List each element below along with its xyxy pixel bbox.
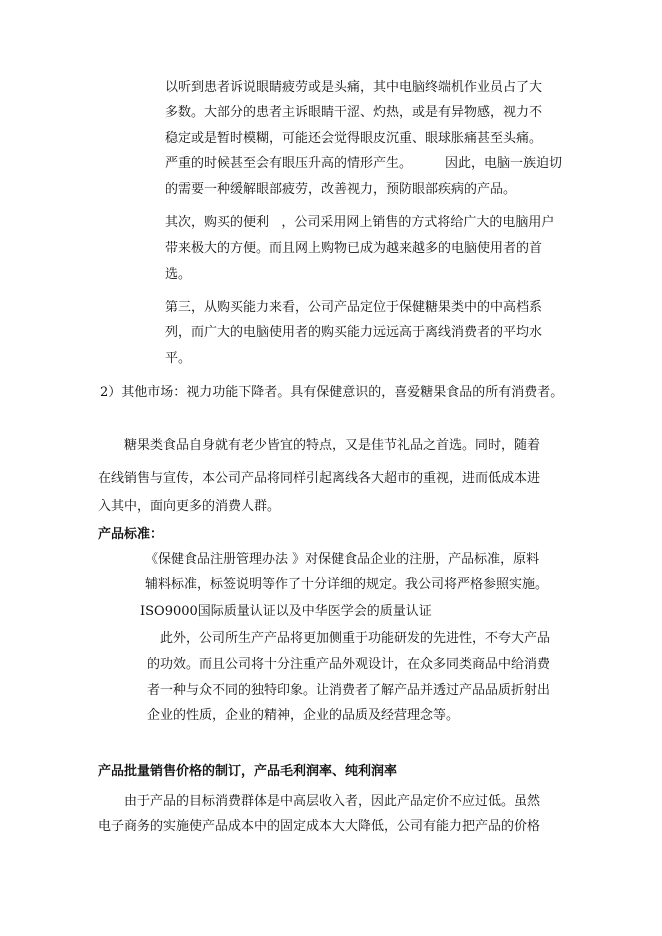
paragraph-line: 平。 — [165, 351, 192, 366]
paragraph-line: 《保健食品注册管理办法 》对保健食品企业的注册，产品标准，原料 — [145, 552, 540, 567]
paragraph-line: 在线销售与宣传，本公司产品将同样引起离线各大超市的重视，进而低成本进 — [98, 471, 541, 486]
paragraph-line: 糖果类食品自身就有老少皆宜的特点，又是佳节礼品之首选。同时，随着 — [124, 438, 541, 453]
paragraph-line: 由于产品的目标消费群体是中高层收入者，因此产品定价不应过低。虽然 — [124, 794, 541, 809]
paragraph-line: 其次，购买的便利 ，公司采用网上销售的方式将给广大的电脑用户 — [165, 215, 555, 230]
paragraph-line: 第三，从购买能力来看，公司产品定位于保健糖果类中的中高档系 — [165, 300, 543, 315]
other-market-line: 2）其他市场：视力功能下降者。具有保健意识的，喜爱糖果食品的所有消费者。 — [100, 385, 564, 400]
paragraph-line: ISO9000国际质量认证以及中华医学会的质量认证 — [140, 604, 432, 619]
paragraph-line: 的功效。而且公司将十分注重产品外观设计，在众多同类商品中给消费 — [147, 657, 551, 672]
section-heading-product-standard: 产品标准： — [98, 527, 164, 542]
paragraph-line: 的需要一种缓解眼部疲劳，改善视力，预防眼部疾病的产品。 — [165, 182, 517, 197]
paragraph-line: 以听到患者诉说眼睛疲劳或是头痛，其中电脑终端机作业员占了大 — [165, 80, 543, 95]
paragraph-line: 带来极大的方便。而且网上购物已成为越来越多的电脑使用者的首 — [165, 241, 543, 256]
paragraph-line: 此外，公司所生产产品将更加侧重于功能研发的先进性，不夸大产品 — [160, 631, 551, 646]
paragraph-line: 电子商务的实施使产品成本中的固定成本大大降低，公司有能力把产品的价格 — [98, 819, 541, 834]
paragraph-line: 多数。大部分的患者主诉眼睛干涩、灼热，或是有异物感，视力不 — [165, 105, 543, 120]
paragraph-line: 列，而广大的电脑使用者的购买能力远远高于离线消费者的平均水 — [165, 325, 543, 340]
paragraph-line: 稳定或是暂时模糊，可能还会觉得眼皮沉重、眼球胀痛甚至头痛。 — [165, 131, 543, 146]
paragraph-line: 选。 — [165, 267, 192, 282]
paragraph-line: 辅料标准，标签说明等作了十分详细的规定。我公司将严格参照实施。 — [145, 577, 549, 592]
paragraph-line: 者一种与众不同的独特印象。让消费者了解产品并透过产品品质折射出 — [147, 683, 551, 698]
paragraph-line: 企业的性质，企业的精神，企业的品质及经营理念等。 — [147, 708, 460, 723]
paragraph-line: 入其中，面向更多的消费人群。 — [98, 499, 281, 514]
paragraph-line: 严重的时候甚至会有眼压升高的情形产生。 因此，电脑一族迫切 — [165, 156, 563, 171]
section-heading-pricing: 产品批量销售价格的制订，产品毛利润率、纯利润率 — [98, 764, 398, 779]
